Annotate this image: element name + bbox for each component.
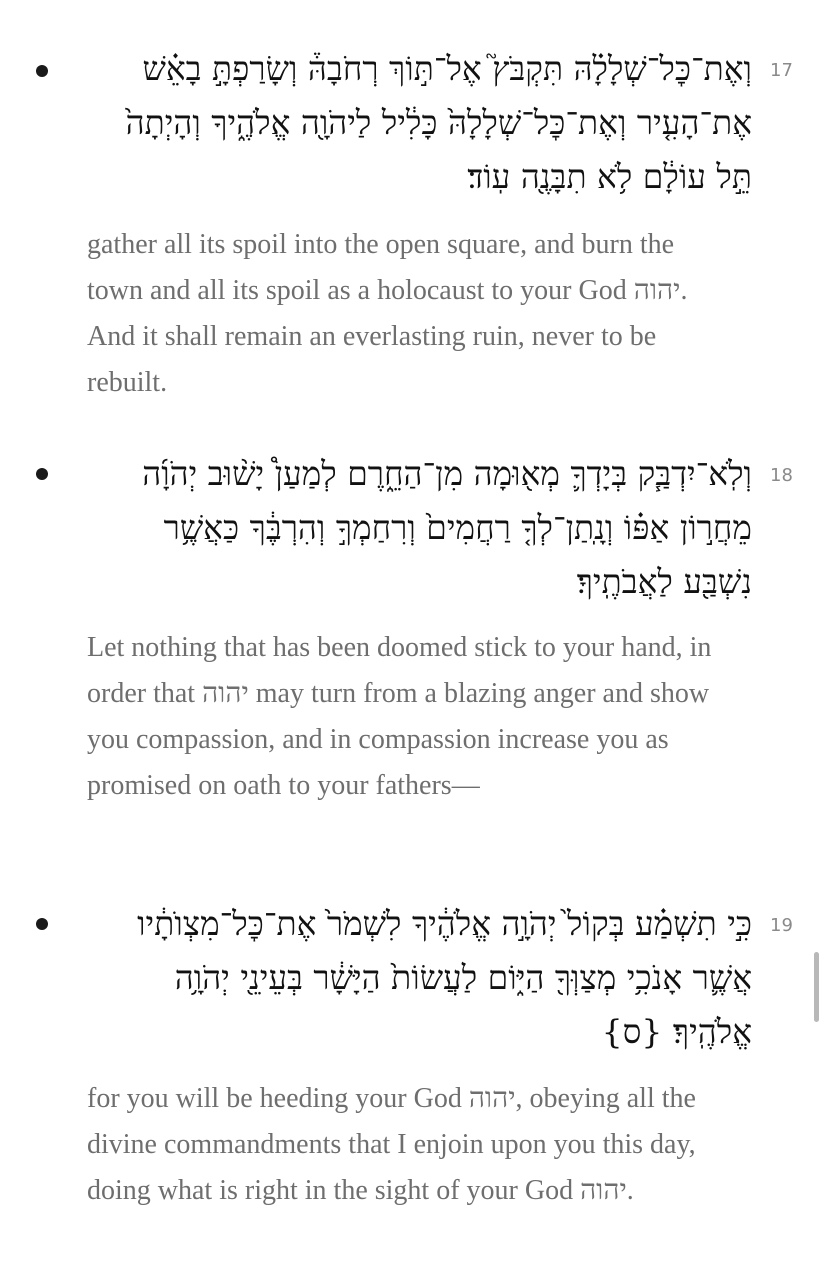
verse-bullet[interactable] [36,65,48,77]
verse-bullet[interactable] [36,918,48,930]
verse-bullet[interactable] [36,468,48,480]
english-translation: for you will be heeding your God יהוה, obeying all the divine commandments that I enjoin upon you this day, doing what is right in the sight of your God יהוה. [87,1083,696,1206]
hebrew-text: וְאֶת־כׇּל־שְׁלָלָ֗הּ תִּקְבֹּץ֮ אֶל־תּ֣וֹךְ רְחֹבָהּ֒ וְשָׂרַפְתָּ֣ בָאֵ֗שׁ אֶת־הָעִ֤יר וְאֶת־כׇּל־שְׁלָלָהּ֙ כָּלִ֔יל לַיהֹוָ֖ה אֱלֹהֶ֑יךָ וְהָיְתָה֙ תֵּ֣ל עוֹלָ֔ם לֹ֥א תִבָּנֶ֖ה עֽוֹד׃ [125,49,752,196]
verse-number: 18 [770,465,793,486]
english-translation: gather all its spoil into the open square, and burn the town and all its spoil as a holocaust to your God יהוה. And it shall remain an everlasting ruin, never to be rebuilt. [87,229,688,398]
verse-number: 19 [770,915,793,936]
hebrew-text: כִּ֣י תִשְׁמַ֗ע בְּקוֹל֙ יְהֹוָ֣ה אֱלֹהֶ֔יךָ לִשְׁמֹר֙ אֶת־כׇּל־מִצְוֺתָ֔יו אֲשֶׁ֛ר אָנֹכִ֥י מְצַוְּךָ֖ הַיּ֑וֹם לַעֲשׂוֹת֙ הַיָּשָׁ֔ר בְּעֵינֵ֖י יְהֹוָ֥ה אֱלֹהֶֽיךָ׃ {ס} [137,904,752,1051]
hebrew-text: וְלֹֽא־יִדְבַּ֧ק בְּיָדְךָ֛ מְא֖וּמָה מִן־הַחֵ֑רֶם לְמַעַן֩ יָשׁ֨וּב יְהֹוָ֜ה מֵחֲר֣וֹן אַפּ֗וֹ וְנָֽתַן־לְךָ֤ רַחֲמִים֙ וְרִחַמְךָ֣ וְהִרְבֶּ֔ךָ כַּאֲשֶׁ֥ר נִשְׁבַּ֖ע לַאֲבֹתֶֽיךָ׃ [142,454,752,601]
verse-number: 17 [770,60,793,81]
scrollbar-thumb[interactable] [814,952,819,1022]
english-translation: Let nothing that has been doomed stick to your hand, in order that יהוה may turn from a blazing anger and show you compassion, and in compassion increase you as promised on oath to your fathers— [87,632,712,801]
